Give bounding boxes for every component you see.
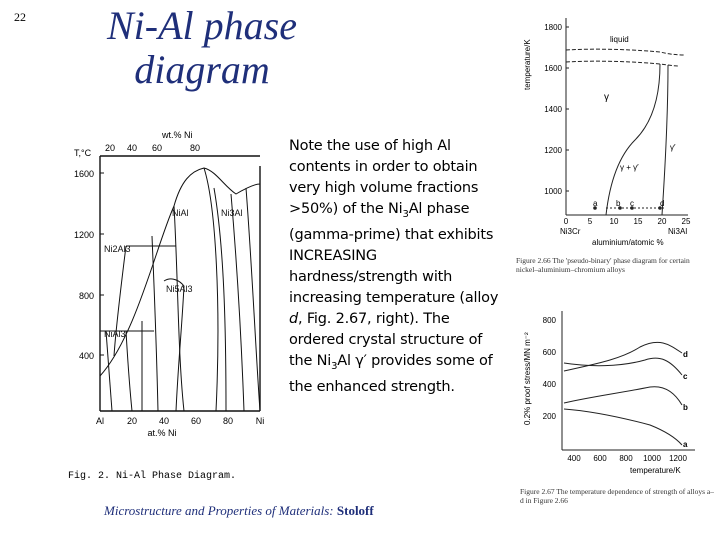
x-tick: 15	[633, 217, 643, 226]
region-gamma-mix: γ + γ′	[620, 163, 639, 172]
x-tick: Al	[95, 416, 105, 426]
y-tick: 400	[542, 380, 556, 389]
citation-author: Stoloff	[336, 503, 374, 518]
y-tick: 1200	[73, 230, 94, 240]
top-tick: 20	[104, 143, 116, 153]
fig-2-67-caption: Figure 2.67 The temperature dependence of strength of alloys a–d in Figure 2.66	[520, 487, 714, 505]
x-tick: 600	[593, 454, 607, 463]
fig-2-67-chart	[510, 305, 715, 537]
ni-al-phase-diagram	[66, 126, 276, 486]
x-tick: 0	[563, 217, 569, 226]
y-tick: 1600	[544, 64, 562, 73]
curve-b	[564, 387, 682, 405]
title-line-1: Ni-Al phase	[107, 3, 297, 48]
x-tick: 400	[567, 454, 581, 463]
note-part: Al γ′ provides some of the enhanced strength.	[289, 352, 493, 395]
alloy-name: d	[289, 310, 299, 327]
curve-label: a	[683, 440, 688, 449]
x-tick: 25	[681, 217, 691, 226]
curve-a	[564, 409, 682, 445]
subscript: 3	[402, 208, 409, 220]
citation-title: Microstructure and Properties of Materials:	[104, 503, 337, 518]
slide-title	[72, 4, 332, 92]
phase-label-ni3al: Ni3Al	[221, 208, 243, 218]
top-tick: 60	[151, 143, 163, 153]
region-gamma: γ	[604, 92, 609, 103]
x-tick: 5	[587, 217, 593, 226]
x-tick: 20	[657, 217, 667, 226]
phase-label-nial3: NiAl3	[104, 329, 126, 339]
note-part: Al phase (gamma-prime) that exhibits INCREASING hardness/strength with increasing temperature (alloy	[289, 201, 499, 306]
phase-label-nial: NiAl	[172, 208, 189, 218]
region-gamma-prime: γ′	[670, 143, 676, 152]
title-line-2: diagram	[134, 47, 270, 92]
fig-2-66-diagram	[510, 10, 715, 295]
x-axis-title: aluminium/atomic %	[592, 238, 664, 247]
y-tick: 200	[542, 412, 556, 421]
y-tick: 600	[542, 348, 556, 357]
y-axis-title: temperature/K	[523, 39, 532, 90]
curve-d	[564, 342, 682, 371]
y-tick: 1400	[544, 105, 562, 114]
x-tick: 60	[190, 416, 202, 426]
x-tick: 1000	[643, 454, 661, 463]
curve-label: b	[683, 403, 688, 412]
note-text	[289, 136, 499, 398]
alloy-label: c	[630, 199, 634, 208]
y-tick: 800	[78, 291, 94, 301]
x-right-label: Ni3Al	[668, 227, 688, 236]
note-part: , Fig. 2.67, right). The ordered crystal structure of the Ni	[289, 310, 483, 369]
region-liquid: liquid	[610, 35, 629, 44]
x-tick: 40	[158, 416, 170, 426]
curve-label: d	[683, 350, 688, 359]
y-tick: 400	[78, 351, 94, 361]
x-tick: Ni	[255, 416, 265, 426]
y-tick: 800	[542, 316, 556, 325]
top-tick: 80	[189, 143, 201, 153]
curve-label: c	[683, 372, 688, 381]
y-tick: 1600	[73, 169, 94, 179]
y-tick: 1800	[544, 23, 562, 32]
x-axis-title: at.% Ni	[147, 428, 177, 438]
x-tick: 10	[609, 217, 619, 226]
y-axis-title: 0.2% proof stress/MN m⁻²	[523, 332, 532, 425]
x-tick: 80	[222, 416, 234, 426]
subscript: 3	[331, 360, 338, 372]
x-tick: 20	[126, 416, 138, 426]
phase-label-ni5al3: Ni5Al3	[166, 284, 193, 294]
top-axis-title: wt.% Ni	[162, 130, 193, 140]
top-tick: 40	[126, 143, 138, 153]
fig-2-66-caption: Figure 2.66 The 'pseudo-binary' phase diagram for certain nickel–aluminium–chromium alloys	[516, 256, 690, 274]
y-axis-title: T,°C	[74, 148, 92, 158]
citation	[104, 503, 374, 519]
x-axis-title: temperature/K	[630, 466, 681, 475]
alloy-label: d	[660, 199, 665, 208]
x-tick: 1200	[669, 454, 687, 463]
left-figure-caption: Fig. 2. Ni-Al Phase Diagram.	[68, 471, 237, 482]
x-tick: 800	[619, 454, 633, 463]
note-part: Note the use of high Al contents in order to obtain very high volume fractions >50%) of the Ni	[289, 138, 479, 217]
phase-label-ni2al3: Ni2Al3	[104, 244, 131, 254]
alloy-label: b	[616, 199, 621, 208]
alloy-label: a	[593, 199, 598, 208]
y-tick: 1200	[544, 146, 562, 155]
y-tick: 1000	[544, 187, 562, 196]
x-left-label: Ni3Cr	[560, 227, 581, 236]
slide-number: 22	[14, 10, 26, 24]
